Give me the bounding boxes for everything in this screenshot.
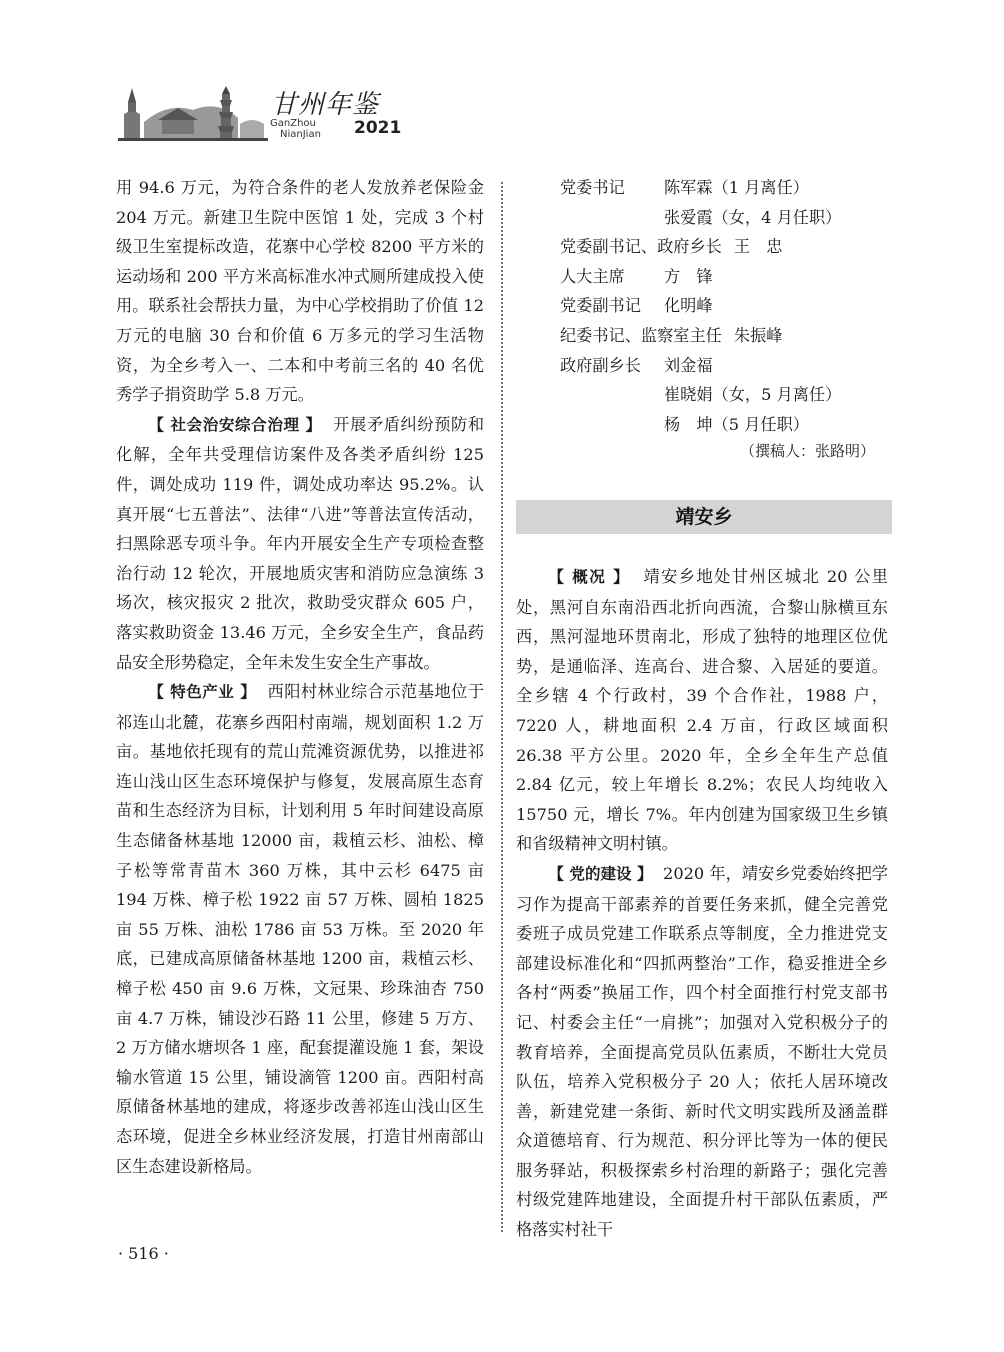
paragraph-overview: 【 概况 】 靖安乡地处甘州区城北 20 公里处，黑河自东南沿西北折向西流，合黎山脉横亘东西，黑河湿地环贯南北，形成了独特的地理区位优势，是通临泽、连高台、进合黎、入居延的要道。全乡辖 4 个行政村，39 个合作社，1988 户，7220 人，耕地面积 2.4 万亩，行政区域面积 26.38 平方公里。2020 年，全乡全年生产总值 2.84 亿元，较上年增长 8.2%；农民人均纯收入 15750 元，增长 7%。年内创建为国家级卫生乡镇和省级精神文明村镇。	[516, 567, 888, 854]
roster-row: 杨 坤（5 月任职）	[664, 414, 809, 434]
roster-row: 党委副书记、政府乡长 王 忠	[560, 237, 783, 257]
roster-row: 党委副书记 化明峰	[560, 296, 713, 316]
section-tag: 【 党的建设 】	[548, 864, 653, 883]
landmark-skyline-logo	[118, 80, 268, 142]
author-credit: （撰稿人：张路明）	[740, 442, 876, 460]
paragraph-public-security: 【 社会治安综合治理 】 开展矛盾纠纷预防和化解，全年共受理信访案件及各类矛盾纠纷 125 件，调处成功 119 件，调处成功率达 95.2%。认真开展“七五普法”、法律“八进”等普法宣传活动，扫黑除恶专项斗争。年内开展安全生产专项检查整治行动 12 轮次，开展地质灾害和消防应急演练 3 场次，核灾报灾 2 批次，救助受灾群众 605 户，落实救助资金 13.46 万元，全乡安全生产，食品药品安全形势稳定，全年未发生安全生产事故。	[116, 414, 485, 672]
leadership-roster	[560, 173, 900, 439]
yearbook-year: 2021	[354, 118, 402, 138]
roster-row: 崔晓娟（女，5 月离任）	[664, 385, 842, 405]
section-tag: 【 概况 】	[548, 568, 631, 586]
roster-row: 纪委书记、监察室主任 朱振峰	[560, 325, 783, 345]
paragraph: 用 94.6 万元，为符合条件的老人发放养老保险金 204 万元。新建卫生院中医馆 1 处，完成 3 个村级卫生室提标改造，花寨中心学校 8200 平方米的运动场和 200 平方米高标准水冲式厕所建成投入使用。联系社会帮扶力量，为中心学校捐助了价值 12 万元的电脑 30 台和价值 6 万多元的学习生活物资，为全乡考入一、二本和中考前三名的 40 名优秀学子捐资助学 5.8 万元。	[116, 178, 484, 405]
page-header	[118, 80, 418, 142]
roster-row: 政府副乡长 刘金福	[560, 355, 713, 375]
section-heading: 靖安乡	[516, 500, 892, 534]
paragraph-party-building: 【 党的建设 】 2020 年，靖安乡党委始终把学习作为提高干部素养的首要任务来抓，健全完善党委班子成员党建工作联系点等制度，全力推进党支部建设标准化和“四抓两整治”工作，稳妥推进全乡各村“两委”换届工作，四个村全面推行村党支部书记、村委会主任“一肩挑”；加强对入党积极分子的教育培养，全面提高党员队伍素质，不断壮大党员队伍，培养入党积极分子 20 人；依托人居环境改善，新建党建一条街、新时代文明实践所及涵盖群众道德培育、行为规范、积分评比等为一体的便民服务驿站，积极探索乡村治理的新路子；强化完善村级党建阵地建设，全面提升村干部队伍素质，严格落实村社干	[516, 863, 888, 1240]
roster-row: 党委书记 陈军霖（1 月离任）	[560, 178, 809, 197]
yearbook-title: 甘州年鉴	[271, 90, 380, 120]
left-column	[116, 173, 484, 1181]
roster-row: 张爱霞（女，4 月任职）	[664, 207, 842, 227]
roster-row: 人大主席 方 锋	[560, 266, 713, 286]
column-divider	[501, 182, 503, 1232]
yearbook-pinyin: GanZhou NianJian	[270, 118, 321, 140]
paragraph-special-industry: 【 特色产业 】 西阳村林业综合示范基地位于祁连山北麓，花寨乡西阳村南端，规划面积 1.2 万亩。基地依托现有的荒山荒滩资源优势，以推进祁连山浅山区生态环境保护与修复，发展高原生态育苗和生态经济为目标，计划利用 5 年时间建设高原生态储备林基地 12000 亩，栽植云杉、油松、樟子松等常青苗木 360 万株，其中云杉 6475 亩 194 万株、樟子松 1922 亩 57 万株、圆柏 1825 亩 55 万株、油松 1786 亩 53 万株。至 2020 年底，已建成高原储备林基地 1200 亩，栽植云杉、樟子松 450 亩 9.6 万株，文冠果、珍珠油杏 750 亩 4.7 万株，铺设沙石路 11 公里，修建 5 万方、2 万方储水塘坝各 1 座，配套提灌设施 1 套，架设输水管道 15 公里，铺设滴管 1200 亩。西阳村高原储备林基地的建成，将逐步改善祁连山浅山区生态环境，促进全乡林业经济发展，打造甘州南部山区生态建设新格局。	[116, 682, 485, 1176]
section-tag: 【 社会治安综合治理 】	[148, 415, 322, 434]
page-number: · 516 ·	[118, 1244, 169, 1263]
right-column	[516, 562, 888, 1245]
section-tag: 【 特色产业 】	[148, 683, 257, 702]
